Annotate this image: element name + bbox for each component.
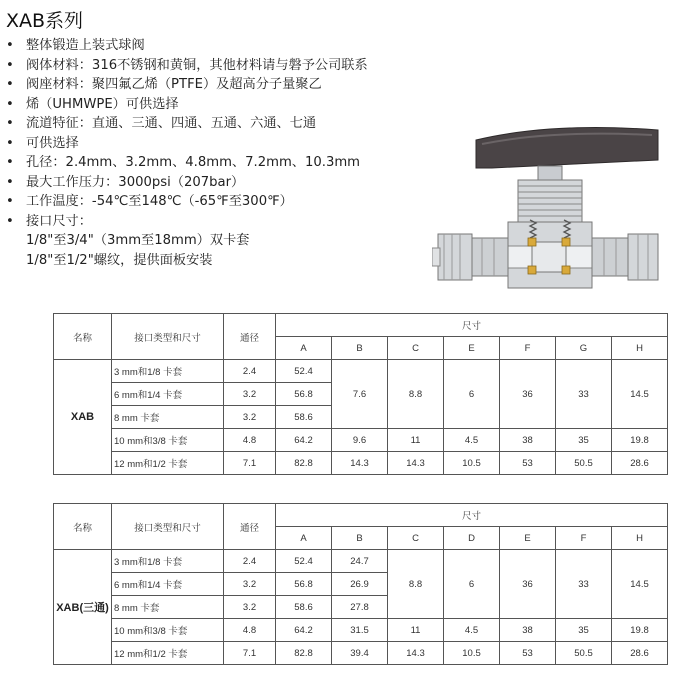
cell-c: 11 xyxy=(388,619,444,642)
cell-e: 4.5 xyxy=(444,429,500,452)
dim-label: A xyxy=(276,527,332,550)
cell-a: 56.8 xyxy=(276,573,332,596)
valve-ball xyxy=(532,242,566,272)
dim-label: G xyxy=(556,337,612,360)
dim-label: E xyxy=(444,337,500,360)
feature-continuation: 1/8"至3/4"（3mm至18mm）双卡套 xyxy=(26,233,250,248)
cell-connection: 8 mm 卡套 xyxy=(112,596,224,619)
feature-continuation: 1/8"至1/2"螺纹，提供面板安装 xyxy=(26,252,213,268)
cell-h: 14.5 xyxy=(612,360,668,429)
cell-bore: 4.8 xyxy=(224,429,276,452)
bullet-icon: • xyxy=(6,116,14,131)
cell-bore: 3.2 xyxy=(224,406,276,429)
valve-bonnet xyxy=(518,180,582,224)
dim-label: C xyxy=(388,527,444,550)
cell-f: 53 xyxy=(500,452,556,475)
cell-bore: 4.8 xyxy=(224,619,276,642)
page-title: XAB系列 xyxy=(6,10,84,32)
dim-label: H xyxy=(612,337,668,360)
cell-e: 6 xyxy=(444,360,500,429)
cell-h: 28.6 xyxy=(612,452,668,475)
cell-h: 19.8 xyxy=(612,619,668,642)
feature-item: • 阀体材料：316不锈钢和黄铜，其他材料请与磐予公司联系 xyxy=(6,56,466,76)
header-name: 名称 xyxy=(54,314,112,360)
feature-list xyxy=(6,36,466,270)
cell-connection: 10 mm和3/8 卡套 xyxy=(112,619,224,642)
cell-connection: 3 mm和1/8 卡套 xyxy=(112,360,224,383)
bullet-icon: • xyxy=(6,135,14,151)
bullet-icon: • xyxy=(6,194,14,209)
spec-table-xab-three-way xyxy=(53,503,668,665)
cell-a: 64.2 xyxy=(276,619,332,642)
dim-label: B xyxy=(332,337,388,360)
feature-item: • 烯（UHMWPE）可供选择 xyxy=(6,95,466,115)
cell-d: 10.5 xyxy=(444,642,500,665)
feature-item: • 阀座材料：聚四氟乙烯（PTFE）及超高分子量聚乙 xyxy=(6,75,466,95)
cell-h: 28.6 xyxy=(612,642,668,665)
dim-label: A xyxy=(276,337,332,360)
cell-bore: 3.2 xyxy=(224,573,276,596)
cell-a: 58.6 xyxy=(276,596,332,619)
header-dimensions: 尺寸 xyxy=(276,314,668,337)
table-row xyxy=(54,642,668,665)
cell-c: 8.8 xyxy=(388,550,444,619)
cell-a: 52.4 xyxy=(276,550,332,573)
cell-bore: 3.2 xyxy=(224,596,276,619)
cell-connection: 10 mm和3/8 卡套 xyxy=(112,429,224,452)
table-row xyxy=(54,619,668,642)
feature-item: • 接口尺寸： xyxy=(6,212,466,232)
table-row xyxy=(54,360,668,383)
cell-b: 7.6 xyxy=(332,360,388,429)
cell-f: 33 xyxy=(556,550,612,619)
header-bore: 通径 xyxy=(224,504,276,550)
bullet-icon: • xyxy=(6,96,14,112)
left-fitting xyxy=(432,234,508,280)
feature-item: • 整体锻造上装式球阀 xyxy=(6,36,466,56)
cell-f: 35 xyxy=(556,619,612,642)
feature-item: • 可供选择 xyxy=(6,134,466,154)
cell-a: 82.8 xyxy=(276,642,332,665)
cell-connection: 8 mm 卡套 xyxy=(112,406,224,429)
cell-a: 58.6 xyxy=(276,406,332,429)
cell-h: 19.8 xyxy=(612,429,668,452)
cell-connection: 6 mm和1/4 卡套 xyxy=(112,573,224,596)
brass-seat xyxy=(562,266,570,274)
dim-label: D xyxy=(444,527,500,550)
brass-seat xyxy=(528,266,536,274)
feature-item: • 孔径：2.4mm、3.2mm、4.8mm、7.2mm、10.3mm xyxy=(6,153,466,173)
cell-d: 6 xyxy=(444,550,500,619)
header-connection: 接口类型和尺寸 xyxy=(112,314,224,360)
table-row xyxy=(54,550,668,573)
right-fitting xyxy=(592,234,658,280)
dim-label: F xyxy=(500,337,556,360)
table-header-row xyxy=(54,504,668,527)
cell-bore: 7.1 xyxy=(224,642,276,665)
cell-e: 53 xyxy=(500,642,556,665)
dim-label: E xyxy=(500,527,556,550)
cell-a: 52.4 xyxy=(276,360,332,383)
cell-connection: 12 mm和1/2 卡套 xyxy=(112,452,224,475)
table-row xyxy=(54,452,668,475)
bullet-icon: • xyxy=(6,38,14,53)
cell-connection: 3 mm和1/8 卡套 xyxy=(112,550,224,573)
cell-bore: 7.1 xyxy=(224,452,276,475)
cell-f: 36 xyxy=(500,360,556,429)
valve-cutaway-illustration xyxy=(432,122,662,300)
cell-bore: 3.2 xyxy=(224,383,276,406)
cell-connection: 6 mm和1/4 卡套 xyxy=(112,383,224,406)
header-dimensions: 尺寸 xyxy=(276,504,668,527)
brass-seat xyxy=(562,238,570,246)
feature-item: • 工作温度：-54℃至148℃（-65℉至300℉） xyxy=(6,192,466,212)
cell-b: 26.9 xyxy=(332,573,388,596)
cell-b: 24.7 xyxy=(332,550,388,573)
cell-a: 56.8 xyxy=(276,383,332,406)
feature-item: • 流道特征：直通、三通、四通、五通、六通、七通 xyxy=(6,114,466,134)
bullet-icon: • xyxy=(6,213,14,229)
cell-e: 10.5 xyxy=(444,452,500,475)
dim-label: F xyxy=(556,527,612,550)
cell-connection: 12 mm和1/2 卡套 xyxy=(112,642,224,665)
cell-f: 50.5 xyxy=(556,642,612,665)
spec-table-xab xyxy=(53,313,668,475)
cell-c: 11 xyxy=(388,429,444,452)
dim-label: C xyxy=(388,337,444,360)
cell-c: 14.3 xyxy=(388,642,444,665)
header-connection: 接口类型和尺寸 xyxy=(112,504,224,550)
cell-g: 35 xyxy=(556,429,612,452)
bullet-icon: • xyxy=(6,77,14,92)
feature-item: • 最大工作压力：3000psi（207bar） xyxy=(6,173,466,193)
bullet-icon: • xyxy=(6,57,14,73)
cell-g: 50.5 xyxy=(556,452,612,475)
header-bore: 通径 xyxy=(224,314,276,360)
table-header-row xyxy=(54,314,668,337)
cell-c: 8.8 xyxy=(388,360,444,429)
bullet-icon: • xyxy=(6,155,14,170)
model-name: XAB(三通) xyxy=(54,550,112,665)
cell-bore: 2.4 xyxy=(224,360,276,383)
table-row xyxy=(54,429,668,452)
cell-b: 9.6 xyxy=(332,429,388,452)
cell-bore: 2.4 xyxy=(224,550,276,573)
cell-e: 36 xyxy=(500,550,556,619)
cell-b: 27.8 xyxy=(332,596,388,619)
cell-a: 82.8 xyxy=(276,452,332,475)
cell-b: 39.4 xyxy=(332,642,388,665)
model-name: XAB xyxy=(54,360,112,475)
cell-a: 64.2 xyxy=(276,429,332,452)
header-name: 名称 xyxy=(54,504,112,550)
cell-c: 14.3 xyxy=(388,452,444,475)
cell-f: 38 xyxy=(500,429,556,452)
dim-label: B xyxy=(332,527,388,550)
cell-e: 38 xyxy=(500,619,556,642)
cell-d: 4.5 xyxy=(444,619,500,642)
brass-seat xyxy=(528,238,536,246)
cell-h: 14.5 xyxy=(612,550,668,619)
cell-g: 33 xyxy=(556,360,612,429)
bullet-icon: • xyxy=(6,174,14,190)
dim-label: H xyxy=(612,527,668,550)
cell-b: 31.5 xyxy=(332,619,388,642)
cell-b: 14.3 xyxy=(332,452,388,475)
